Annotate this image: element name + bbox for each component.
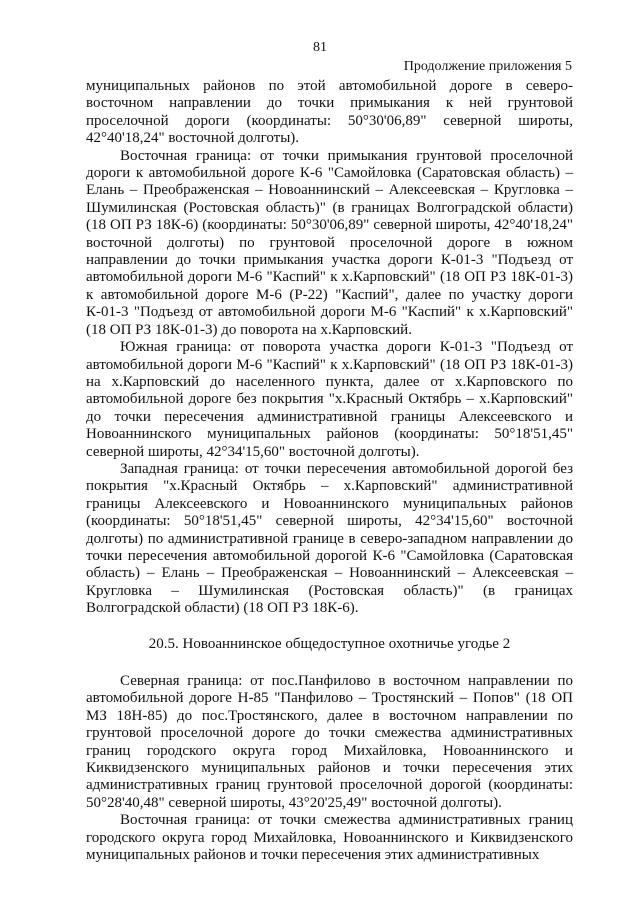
document-body — [86, 78, 573, 864]
appendix-continuation-note: Продолжение приложения 5 — [403, 59, 572, 74]
paragraph-eastern-border-2: Восточная граница: от точки смежества административных границ городского округа город Михайловка, Новоаннинского и Киквидзенского муниципальных районов и точки пересечения этих административных — [86, 812, 573, 864]
paragraph-northern-border: Северная граница: от пос.Панфилово в восточном направлении по автомобильной дороге Н-85 "Панфилово – Тростянский – Попов" (18 ОП МЗ 18Н-85) до пос.Тростянского, далее в восточном направлении по грунтовой проселочной дороге до точки смежества административных границ городского округа город Михайловка, Новоаннинского и Киквидзенского муниципальных районов и точки пересечения этих административных границ грунтовой проселочной дорогой (координаты: 50°28'40,48" северной широты, 43°20'25,49" восточной долготы). — [86, 673, 573, 811]
paragraph-western-border: Западная граница: от точки пересечения автомобильной дорогой без покрытия "х.Красный Октябрь – х.Карповский" административной границы Алексеевского и Новоаннинского муниципальных районов (координаты: 50°18'51,45" северной широты, 42°34'15,60" восточной долготы) по административной границе в северо-западном направлении до точки пересечения автомобильной дорогой К-6 "Самойловка (Саратовская область) – Елань – Преображенская – Новоаннинский – Алексеевская – Кругловка – Шумилинская (Ростовская область)" (в границах Волгоградской области) (18 ОП РЗ 18К-6). — [86, 460, 573, 617]
section-heading: 20.5. Новоаннинское общедоступное охотничье угодье 2 — [148, 635, 511, 652]
paragraph-continued-text: муниципальных районов по этой автомобильной дороге в северо-восточном направлении до точки примыкания к ней грунтовой проселочной дороги (координаты: 50°30'06,89" северной широты, 42°40'18,24" восточной долготы). — [86, 78, 573, 147]
paragraph-eastern-border: Восточная граница: от точки примыкания грунтовой проселочной дороги к автомобильной дороге К-6 "Самойловка (Саратовская область) – Елань – Преображенская – Новоаннинский – Алексеевская – Кругловка – Шумилинская (Ростовская область)" (в границах Волгоградской области) (18 ОП РЗ 18К-6) (координаты: 50°30'06,89" северной широты, 42°40'18,24" восточной долготы) по грунтовой проселочной дороге в южном направлении до точки примыкания участка дороги К-01-3 "Подъезд от автомобильной дороги М-6 "Каспий" к х.Карповский" (18 ОП РЗ 18К-01-3) к автомобильной дороге М-6 (Р-22) "Каспий", далее по участку дороги К-01-3 "Подъезд от автомобильной дороги М-6 "Каспий" к х.Карповский" (18 ОП РЗ 18К-01-3) до поворота на х.Карповский. — [86, 147, 573, 338]
paragraph-southern-border: Южная граница: от поворота участка дороги К-01-3 "Подъезд от автомобильной дороги М-6 "Каспий" к х.Карповский" (18 ОП РЗ 18К-01-3) на х.Карповский до населенного пункта, далее от х.Карповского по автомобильной дороге без покрытия "х.Красный Октябрь – х.Карповский" до точки пересечения административной границы Алексеевского и Новоаннинского муниципальных районов (координаты: 50°18'51,45" северной широты, 42°34'15,60" восточной долготы). — [86, 339, 573, 460]
page-number: 81 — [313, 40, 327, 55]
